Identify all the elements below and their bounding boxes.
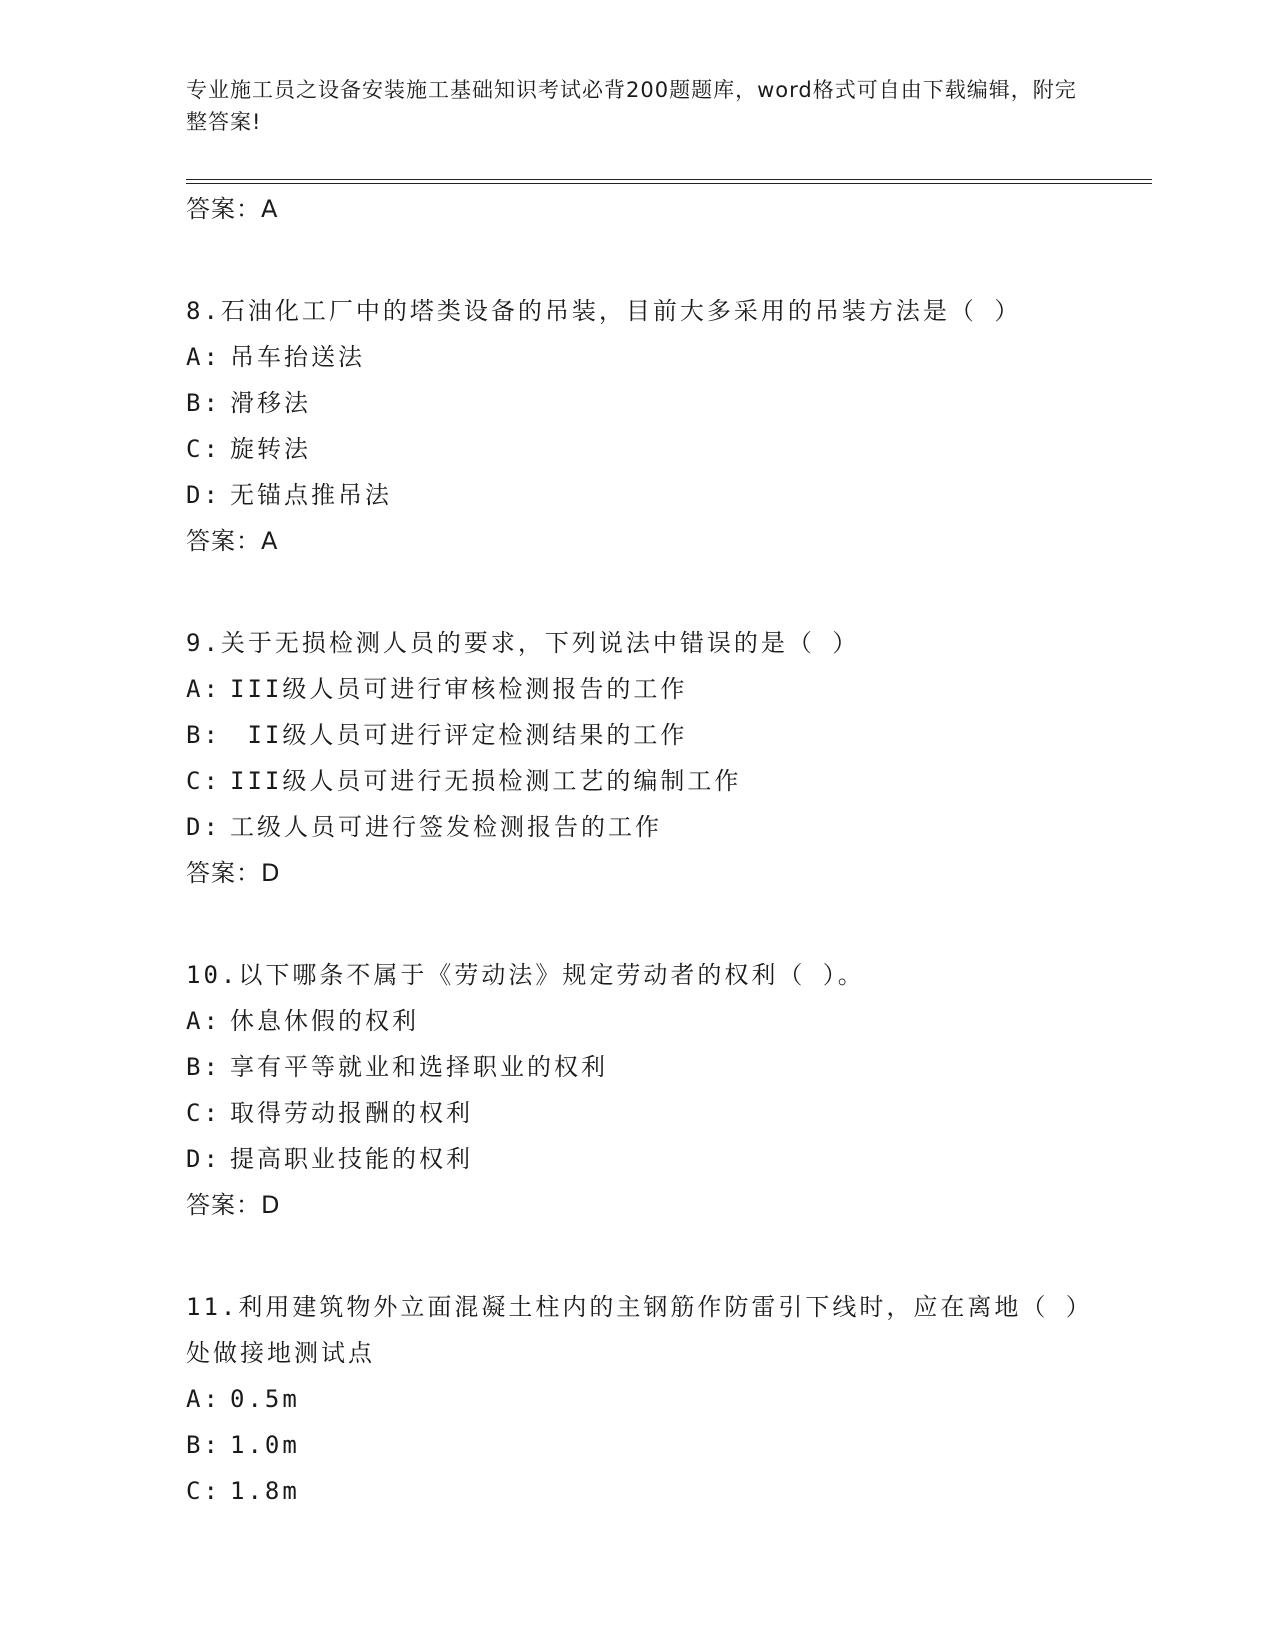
option-text: 吊车抬送法 — [230, 343, 365, 371]
option-text: 1.0m — [230, 1431, 300, 1459]
question-text: 10.以下哪条不属于《劳动法》规定劳动者的权利（ ）。 — [186, 961, 865, 989]
header-rule-top — [186, 179, 1152, 180]
option-letter: A: — [186, 343, 221, 371]
option-c — [186, 1090, 1106, 1136]
option-b — [186, 380, 1106, 426]
option-a — [186, 1376, 1106, 1422]
option-letter: A: — [186, 675, 221, 703]
option-letter: C: — [186, 1477, 221, 1505]
option-text: 滑移法 — [230, 389, 311, 417]
option-c — [186, 426, 1106, 472]
option-letter: C: — [186, 435, 221, 463]
question-block — [186, 288, 1106, 564]
question-text: 8.石油化工厂中的塔类设备的吊装，目前大多采用的吊装方法是（ ） — [186, 297, 1022, 325]
option-letter: D: — [186, 813, 221, 841]
option-d — [186, 804, 1106, 850]
question-block — [186, 620, 1106, 896]
option-letter: D: — [186, 1145, 221, 1173]
question-text: 9.关于无损检测人员的要求，下列说法中错误的是（ ） — [186, 629, 860, 657]
option-text: 无锚点推吊法 — [230, 481, 392, 509]
option-letter: A: — [186, 1385, 221, 1413]
option-b — [186, 712, 1106, 758]
option-text: 旋转法 — [230, 435, 311, 463]
document-header: 专业施工员之设备安装施工基础知识考试必背200题题库，word格式可自由下载编辑，附完整答案! — [186, 78, 1077, 134]
option-letter: B: — [186, 721, 221, 749]
option-letter: B: — [186, 1431, 221, 1459]
answer-line: 答案：A — [186, 527, 279, 555]
option-text: 0.5m — [230, 1385, 300, 1413]
option-a — [186, 334, 1106, 380]
option-text: III级人员可进行审核检测报告的工作 — [230, 675, 688, 703]
option-a — [186, 666, 1106, 712]
option-c — [186, 1468, 1106, 1514]
option-letter: C: — [186, 767, 221, 795]
option-b — [186, 1044, 1106, 1090]
option-text: 休息休假的权利 — [230, 1007, 419, 1035]
option-letter: A: — [186, 1007, 221, 1035]
answer-line: 答案：D — [186, 859, 281, 887]
option-letter: C: — [186, 1099, 221, 1127]
option-text: 取得劳动报酬的权利 — [230, 1099, 473, 1127]
option-c — [186, 758, 1106, 804]
option-d — [186, 1136, 1106, 1182]
option-letter: B: — [186, 389, 221, 417]
option-letter: B: — [186, 1053, 221, 1081]
option-text: 工级人员可进行签发检测报告的工作 — [230, 813, 662, 841]
question-block — [186, 952, 1106, 1228]
option-text: 1.8m — [230, 1477, 300, 1505]
answer-line: 答案：D — [186, 1191, 281, 1219]
option-d — [186, 472, 1106, 518]
option-text: 提高职业技能的权利 — [230, 1145, 473, 1173]
question-text: 11.利用建筑物外立面混凝土柱内的主钢筋作防雷引下线时，应在离地（ ）处做接地测试点 — [186, 1293, 1093, 1367]
option-a — [186, 998, 1106, 1044]
option-text: 享有平等就业和选择职业的权利 — [230, 1053, 608, 1081]
header-rule-bottom — [186, 183, 1152, 184]
question-block — [186, 1284, 1106, 1514]
option-b — [186, 1422, 1106, 1468]
option-text: III级人员可进行无损检测工艺的编制工作 — [230, 767, 742, 795]
option-letter: D: — [186, 481, 221, 509]
document-body — [186, 186, 1106, 1514]
answer-line: 答案：A — [186, 195, 279, 223]
option-text: II级人员可进行评定检测结果的工作 — [230, 721, 688, 749]
